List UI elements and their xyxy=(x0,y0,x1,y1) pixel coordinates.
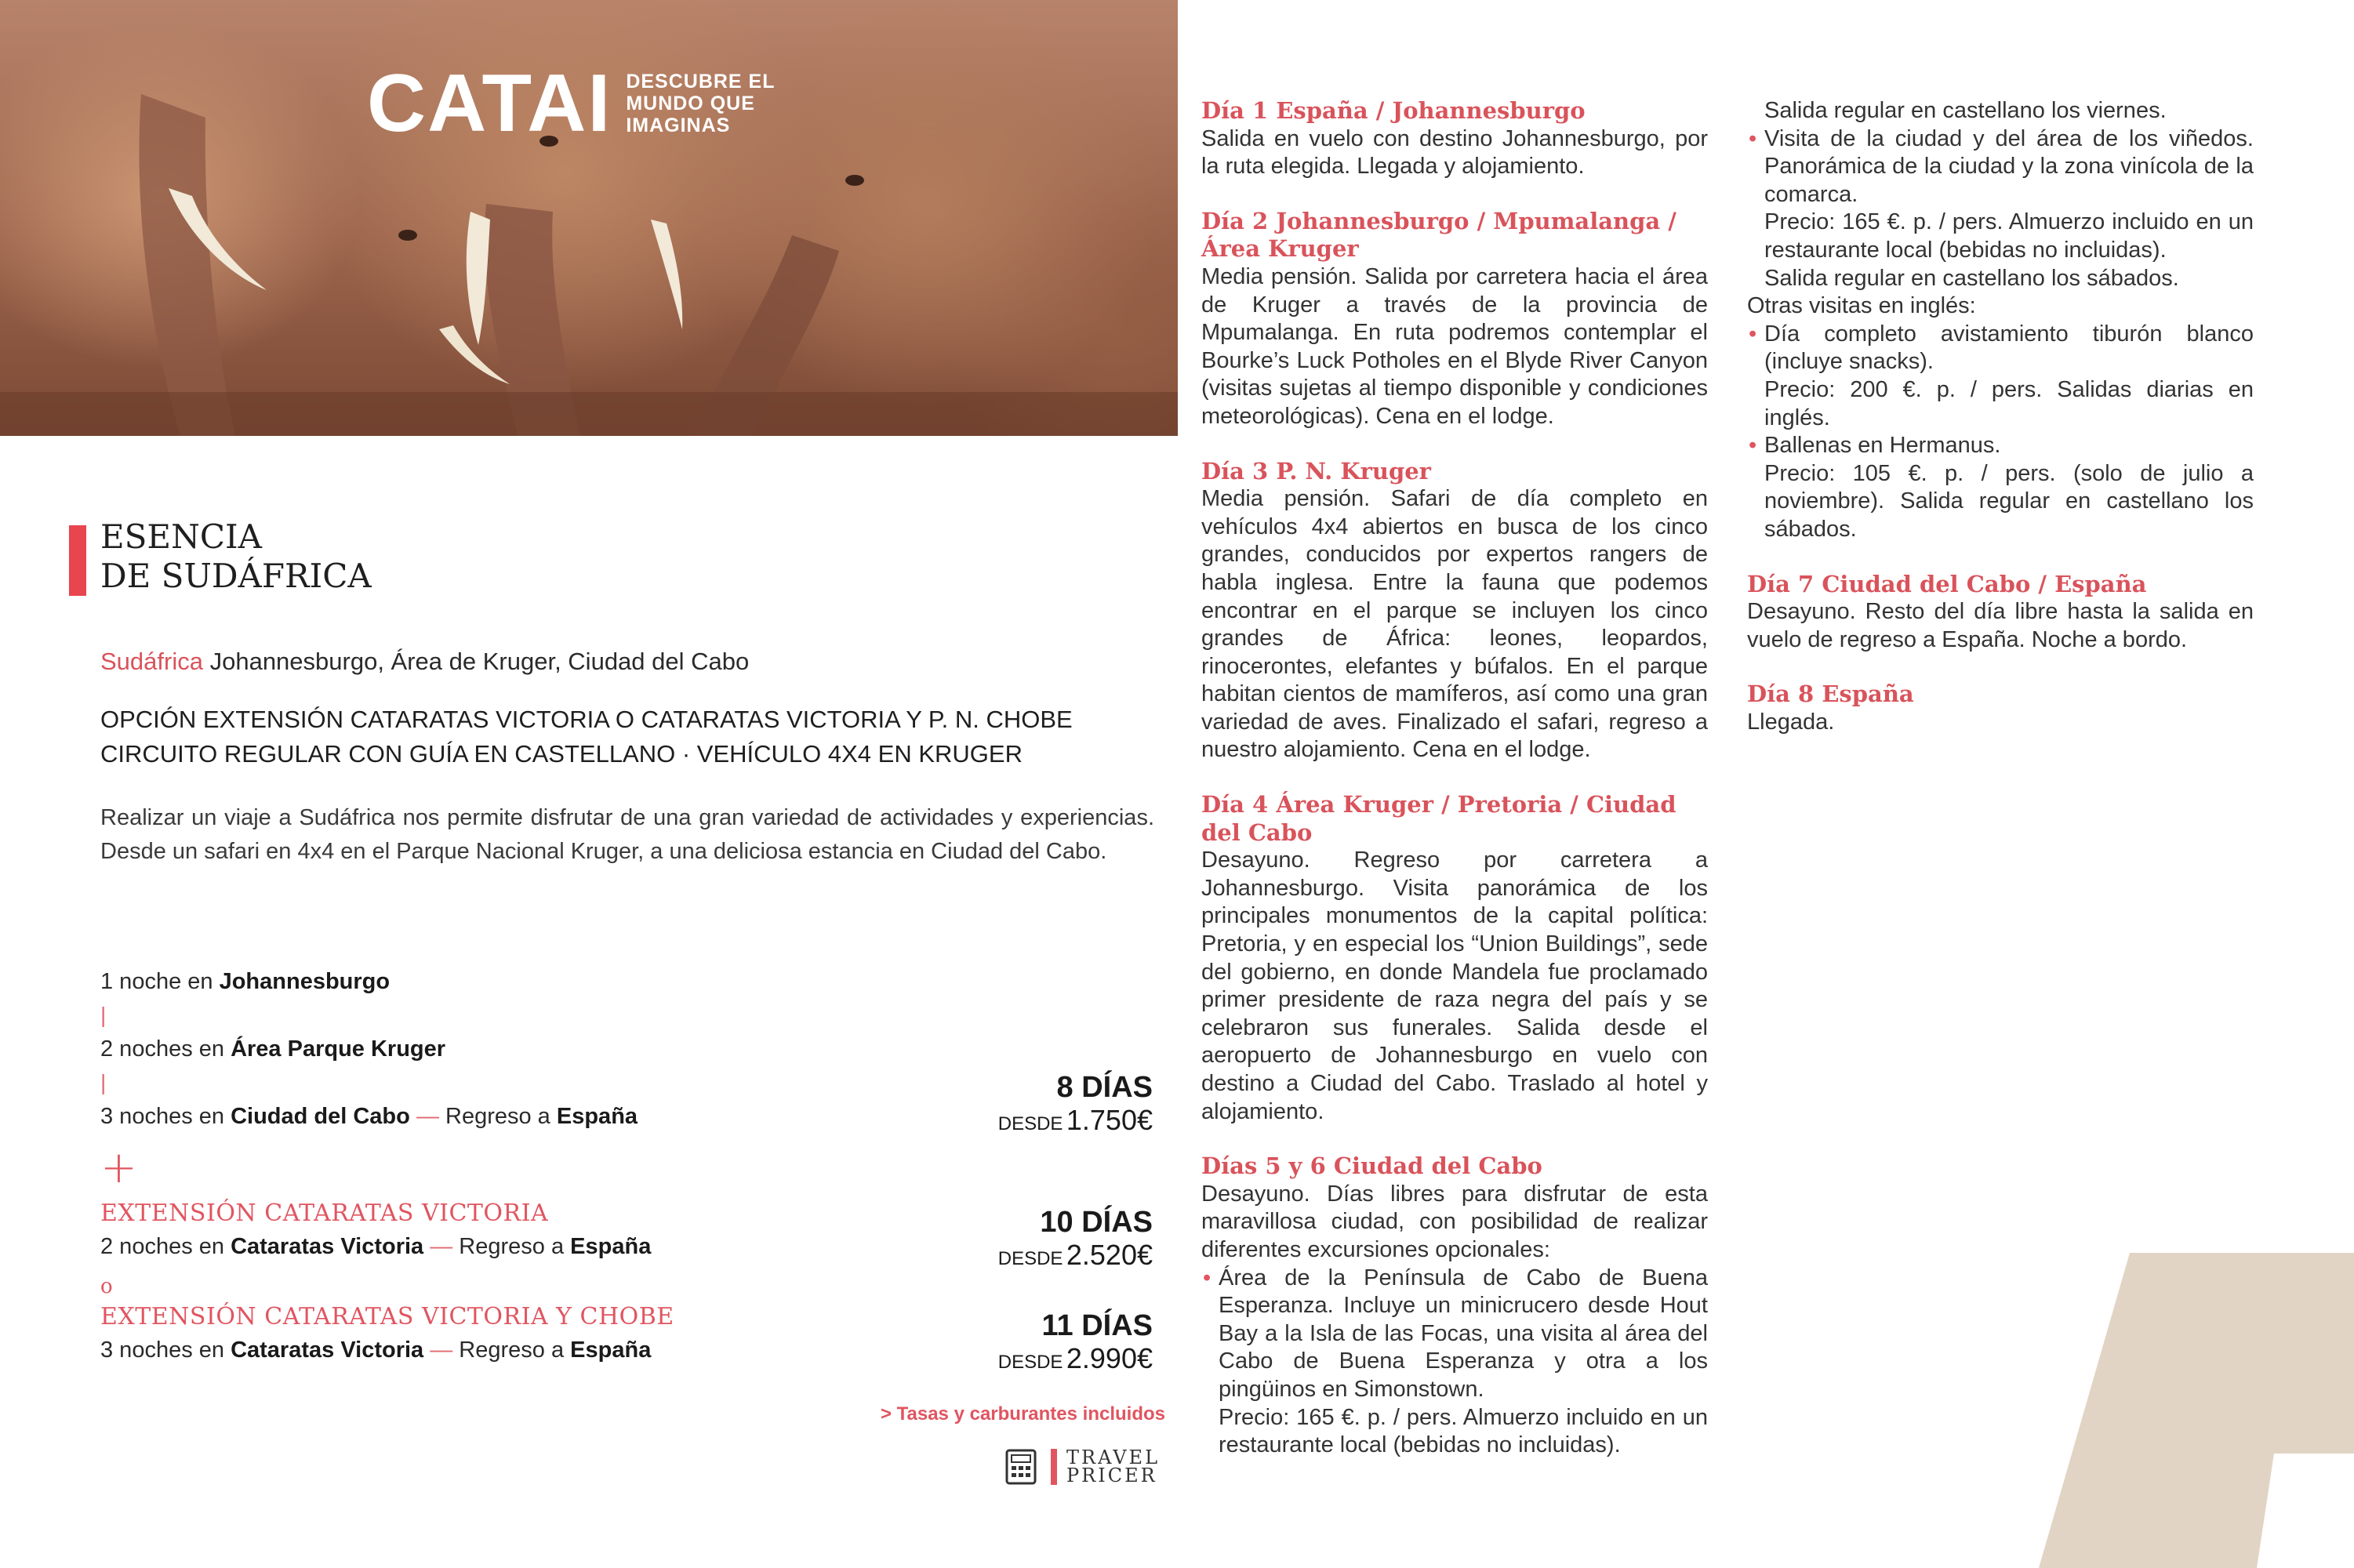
option-line-1: OPCIÓN EXTENSIÓN CATARATAS VICTORIA O CATARATAS VICTORIA Y P. N. CHOBE xyxy=(100,706,1073,733)
stay-row xyxy=(100,1099,638,1134)
calculator-icon xyxy=(1005,1449,1037,1485)
price-from: DESDE xyxy=(997,1352,1063,1373)
price-amount: 2.520€ xyxy=(1066,1239,1153,1271)
stay-nights: 3 noches en xyxy=(100,1338,225,1363)
price-amount: 1.750€ xyxy=(1066,1104,1153,1136)
excursion-regular: Salida regular en castellano los viernes. xyxy=(1764,98,2167,123)
stay-place: Cataratas Victoria xyxy=(231,1234,424,1259)
day-title: Día 2 Johannesburgo / Mpumalanga / Área Kruger xyxy=(1201,207,1676,263)
price-days: 10 DÍAS xyxy=(1040,1206,1153,1239)
excursion-price: Precio: 200 €. p. / pers. Salidas diarias en inglés. xyxy=(1764,376,2254,430)
excursion-bullet: • Área de la Península de Cabo de Buena Esperanza. Incluye un minicrucero desde Hout Bay a la Isla de las Focas, una visita al área del Cabo de Buena Esperanza y otra a los pingüinos en Simonstown. xyxy=(1201,1265,1708,1404)
price-amount: 2.990€ xyxy=(1066,1342,1153,1374)
dash: — xyxy=(430,1234,453,1259)
excursion-bullet: • Ballenas en Hermanus. xyxy=(1747,432,2254,460)
excursion-price: Precio: 105 €. p. / pers. (solo de julio a noviembre). Salida regular en castellano los sábados. xyxy=(1764,460,2254,542)
excursion-price: Precio: 165 €. p. / pers. Almuerzo incluido en un restaurante local (bebidas no incluidas). xyxy=(1219,1404,1708,1458)
excursion-bullet: • Día completo avistamiento tiburón blanco (incluye snacks). xyxy=(1747,321,2254,376)
route-line xyxy=(100,648,749,676)
return-place: España xyxy=(556,1104,638,1129)
catai-logo xyxy=(367,58,783,149)
travel-pricer-line-2: PRICER xyxy=(1066,1465,1157,1486)
return-place: España xyxy=(570,1338,652,1363)
price-from: DESDE xyxy=(997,1248,1063,1269)
travel-pricer-logo xyxy=(1005,1446,1161,1486)
route-country: Sudáfrica xyxy=(100,648,203,675)
day-title: Día 7 Ciudad del Cabo / España xyxy=(1747,570,2147,597)
day-text: Desayuno. Resto del día libre hasta la salida en vuelo de regreso a España. Noche a bordo. xyxy=(1747,599,2254,652)
day-text: Llegada. xyxy=(1747,709,1835,735)
day-text: Desayuno. Regreso por carretera a Johannesburgo. Visita panorámica de los principales monumentos de la capital política: Pretoria, y en especial los “Union Buildings”, sede del gobierno, en donde Mandela fue proclamado primer presidente de raza negra del país y se celebraron sus funerales. Salida desde el aeropuerto de Johannesburgo en vuelo con destino a Ciudad del Cabo. Traslado al hotel y alojamiento. xyxy=(1201,848,1708,1124)
day-title: Día 1 España / Johannesburgo xyxy=(1201,97,1586,124)
day-title: Día 3 P. N. Kruger xyxy=(1201,457,1431,485)
day-text: Media pensión. Salida por carretera hacia el área de Kruger a través de la provincia de Mpumalanga. En ruta podremos contemplar el Bourke’s Luck Potholes en el Blyde River Canyon (visitas sujetas al tiempo disponible y condiciones meteorológicas). Cena en el lodge. xyxy=(1201,263,1708,429)
excursion-regular: Salida regular en castellano los sábados. xyxy=(1764,265,2179,291)
return-label: Regreso a xyxy=(459,1338,565,1363)
price-days: 11 DÍAS xyxy=(1041,1309,1153,1342)
return-label: Regreso a xyxy=(445,1104,550,1129)
excursion-bullet: • Visita de la ciudad y del área de los viñedos. Panorámica de la ciudad y la zona vinícola de la comarca. xyxy=(1747,125,2254,209)
day-title: Día 4 Área Kruger / Pretoria / Ciudad del Cabo xyxy=(1201,791,1676,846)
extension-row-victoria xyxy=(100,1234,651,1260)
travel-pricer-bar xyxy=(1051,1449,1057,1485)
price-from: DESDE xyxy=(997,1113,1063,1134)
itinerary-column-2 xyxy=(1747,97,2254,763)
price-8-days xyxy=(998,1071,1153,1142)
title-accent-bar xyxy=(69,525,86,596)
route-cities: Johannesburgo, Área de Kruger, Ciudad del Cabo xyxy=(209,648,750,675)
excursion-price: Precio: 165 €. p. / pers. Almuerzo incluido en un restaurante local (bebidas no incluidas). xyxy=(1764,209,2254,263)
page-title xyxy=(100,517,372,596)
other-visits-label: Otras visitas en inglés: xyxy=(1747,293,1976,319)
day-text: Media pensión. Safari de día completo en vehículos 4x4 abiertos en busca de los cinco grandes, conducidos por expertos rangers de habla inglesa. Entre la fauna que podemos encontrar en el parque se incluyen los cinco grandes de África: leones, leopardos, rinocerontes, elefantes y búfalos. En el parque habitan cientos de mamíferos, así como una gran variedad de aves. Finalizado el safari, regreso a nuestro alojamiento. Cena en el lodge. xyxy=(1201,486,1708,763)
stay-place: Área Parque Kruger xyxy=(231,1036,446,1062)
stay-separator: | xyxy=(100,1070,107,1094)
stay-nights: 2 noches en xyxy=(100,1036,225,1062)
price-10-days xyxy=(998,1206,1153,1276)
brand-tagline: DESCUBRE EL MUNDO QUE IMAGINAS xyxy=(626,71,776,136)
title-line-2: DE SUDÁFRICA xyxy=(100,557,372,595)
extension-title-victoria: EXTENSIÓN CATARATAS VICTORIA xyxy=(100,1200,549,1227)
decorative-shape xyxy=(2039,1247,2354,1568)
travel-pricer-text xyxy=(1066,1446,1161,1486)
stays-list xyxy=(100,964,638,1134)
stay-place: Cataratas Victoria xyxy=(231,1338,424,1363)
stay-separator: | xyxy=(100,1003,107,1027)
dash: — xyxy=(416,1104,439,1129)
stay-row xyxy=(100,1032,638,1066)
intro-paragraph: Realizar un viaje a Sudáfrica nos permite disfrutar de una gran variedad de actividades y experiencias. Desde un safari en 4x4 en el Parque Nacional Kruger, a una deliciosa estancia en Ciudad del Cabo. xyxy=(100,805,1154,864)
itinerary-column-1 xyxy=(1201,97,1708,1460)
hero-elephants-photo xyxy=(0,0,1178,436)
or-separator: o xyxy=(100,1275,113,1298)
taxes-included-link[interactable]: > Tasas y carburantes incluidos xyxy=(880,1403,1165,1425)
day-text: Desayuno. Días libres para disfrutar de esta maravillosa ciudad, con posibilidad de realizar diferentes excursiones opcionales: xyxy=(1201,1181,1708,1262)
brand-wordmark: CATAI xyxy=(367,58,612,149)
stay-nights: 3 noches en xyxy=(100,1104,225,1129)
option-heading xyxy=(100,702,1073,771)
price-11-days xyxy=(998,1309,1153,1380)
extension-title-chobe: EXTENSIÓN CATARATAS VICTORIA Y CHOBE xyxy=(100,1303,674,1330)
option-line-2: CIRCUITO REGULAR CON GUÍA EN CASTELLANO · VEHÍCULO 4X4 EN KRUGER xyxy=(100,740,1023,768)
plus-icon: + xyxy=(100,1142,137,1193)
return-place: España xyxy=(570,1234,652,1259)
day-text: Salida en vuelo con destino Johannesburgo, por la ruta elegida. Llegada y alojamiento. xyxy=(1201,125,1708,180)
day-title: Días 5 y 6 Ciudad del Cabo xyxy=(1201,1152,1542,1180)
dash: — xyxy=(430,1338,453,1363)
stay-nights: 2 noches en xyxy=(100,1234,225,1259)
travel-pricer-line-1: TRAVEL xyxy=(1066,1446,1161,1468)
extension-row-chobe xyxy=(100,1338,651,1363)
stay-nights: 1 noche en xyxy=(100,969,213,994)
price-days: 8 DÍAS xyxy=(1056,1071,1153,1104)
title-line-1: ESENCIA xyxy=(100,517,262,556)
stay-place: Johannesburgo xyxy=(219,969,391,994)
day-title: Día 8 España xyxy=(1747,681,1914,708)
return-label: Regreso a xyxy=(459,1234,565,1259)
stay-row xyxy=(100,964,638,999)
stay-place: Ciudad del Cabo xyxy=(231,1104,410,1129)
